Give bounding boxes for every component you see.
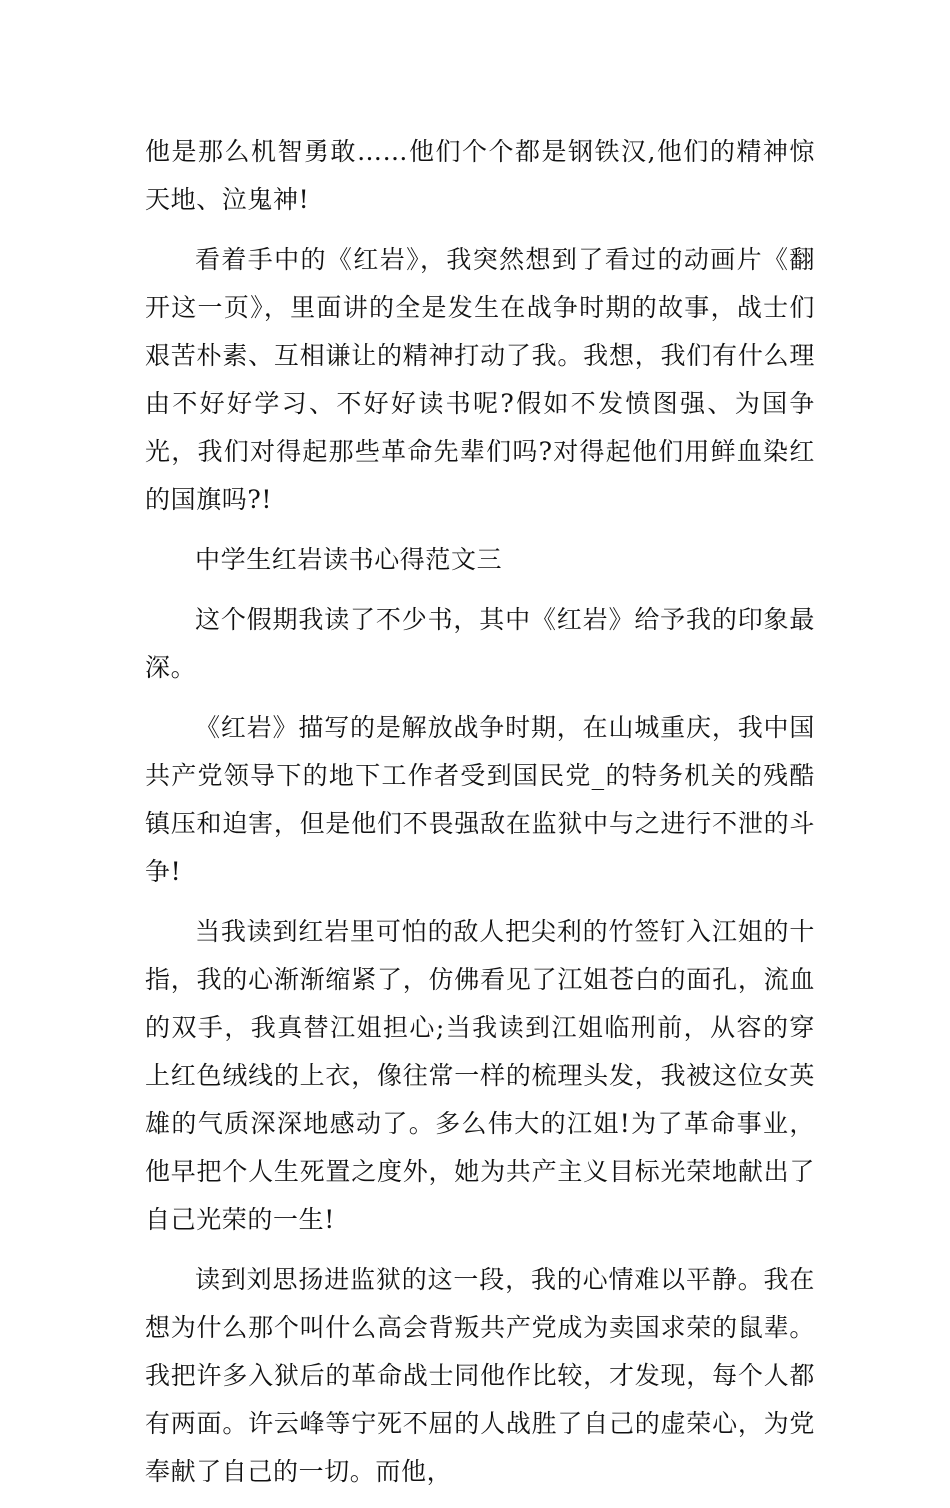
document-body — [145, 128, 815, 1508]
paragraph-3: 这个假期我读了不少书，其中《红岩》给予我的印象最深。 — [145, 605, 815, 682]
paragraph-2: 看着手中的《红岩》，我突然想到了看过的动画片《翻开这一页》，里面讲的全是发生在战争时期的故事，战士们艰苦朴素、互相谦让的精神打动了我。我想，我们有什么理由不好好学习、不好好读书呢?假如不发愤图强、为国争光，我们对得起那些革命先辈们吗?对得起他们用鲜血染红的国旗吗?! — [145, 245, 815, 514]
paragraph-4: 《红岩》描写的是解放战争时期，在山城重庆，我中国共产党领导下的地下工作者受到国民党_的特务机关的残酷镇压和迫害，但是他们不畏强敌在监狱中与之进行不泄的斗争! — [145, 713, 815, 886]
paragraph-6: 读到刘思扬进监狱的这一段，我的心情难以平静。我在想为什么那个叫什么高会背叛共产党成为卖国求荣的鼠辈。我把许多入狱后的革命战士同他作比较，才发现，每个人都有两面。许云峰等宁死不屈的人战胜了自己的虚荣心，为党奉献了自己的一切。而他， — [145, 1265, 815, 1486]
paragraph-5: 当我读到红岩里可怕的敌人把尖利的竹签钉入江姐的十指，我的心渐渐缩紧了，仿佛看见了江姐苍白的面孔，流血的双手，我真替江姐担心;当我读到江姐临刑前，从容的穿上红色绒线的上衣，像往常一样的梳理头发，我被这位女英雄的气质深深地感动了。多么伟大的江姐!为了革命事业，他早把个人生死置之度外，她为共产主义目标光荣地献出了自己光荣的一生! — [145, 917, 815, 1234]
section-heading: 中学生红岩读书心得范文三 — [195, 545, 503, 574]
paragraph-1: 他是那么机智勇敢……他们个个都是钢铁汉,他们的精神惊天地、泣鬼神! — [145, 137, 815, 214]
